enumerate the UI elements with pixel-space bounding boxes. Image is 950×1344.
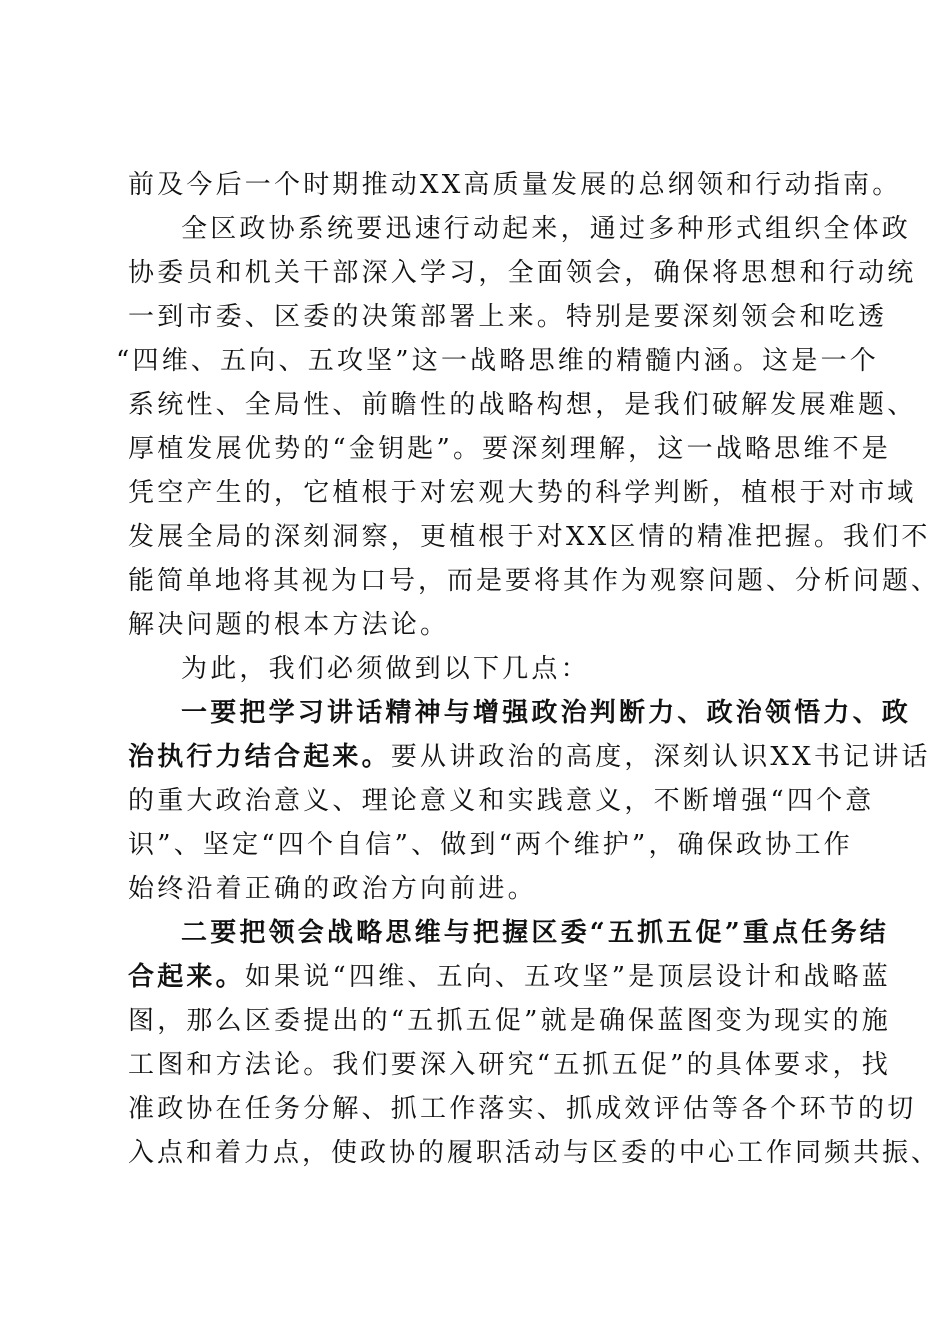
text-line: 工图和方法论。我们要深入研究“五抓五促”的具体要求，找 bbox=[128, 1050, 891, 1080]
text-line: 图，那么区委提出的“五抓五促”就是确保蓝图变为现实的施 bbox=[128, 1006, 891, 1036]
text-line: 前及今后一个时期推动XX高质量发展的总纲领和行动指南。 bbox=[128, 170, 902, 200]
text-line: 协委员和机关干部深入学习，全面领会，确保将思想和行动统 bbox=[128, 258, 917, 288]
text-line: 入点和着力点，使政协的履职活动与区委的中心工作同频共振、 bbox=[128, 1138, 941, 1168]
text-line: 凭空产生的，它植根于对宏观大势的科学判断，植根于对市域 bbox=[128, 478, 917, 508]
bold-heading-line bbox=[181, 916, 889, 950]
text-line: “四维、五向、五攻坚”这一战略思维的精髓内涵。这是一个 bbox=[116, 346, 879, 376]
text-line: 厚植发展优势的“金钥匙”。要深刻理解，这一战略思维不是 bbox=[128, 434, 891, 464]
heading-continuation-line: 治执行力结合起来。要从讲政治的高度，深刻认识XX书记讲话 bbox=[128, 742, 931, 772]
bold-heading: 一要把学习讲话精神与增强政治判断力、政治领悟力、政 bbox=[181, 698, 912, 728]
text-line: 的重大政治意义、理论意义和实践意义，不断增强“四个意 bbox=[128, 786, 875, 816]
text-line: 一到市委、区委的决策部署上来。特别是要深刻领会和吃透 bbox=[128, 302, 888, 332]
text-line: 系统性、全局性、前瞻性的战略构想，是我们破解发展难题、 bbox=[128, 390, 917, 420]
bold-heading-line bbox=[181, 696, 911, 730]
text-line: 识”、坚定“四个自信”、做到“两个维护”，确保政协工作 bbox=[128, 830, 853, 860]
text-line: 能简单地将其视为口号，而是要将其作为观察问题、分析问题、 bbox=[128, 566, 941, 596]
bold-heading: 合起来。 bbox=[128, 962, 245, 992]
paragraph-first-line: 为此，我们必须做到以下几点： bbox=[181, 654, 590, 684]
paragraph-first-line: 全区政协系统要迅速行动起来，通过多种形式组织全体政 bbox=[181, 214, 912, 244]
text-line: 发展全局的深刻洞察，更植根于对XX区情的精准把握。我们不 bbox=[128, 522, 931, 552]
text-line: 解决问题的根本方法论。 bbox=[128, 610, 450, 640]
heading-continuation-line: 合起来。如果说“四维、五向、五攻坚”是顶层设计和战略蓝 bbox=[128, 962, 891, 992]
bold-heading: 二要把领会战略思维与把握区委“五抓五促”重点任务结 bbox=[181, 918, 889, 948]
text-line: 准政协在任务分解、抓工作落实、抓成效评估等各个环节的切 bbox=[128, 1094, 917, 1124]
bold-heading: 治执行力结合起来。 bbox=[128, 742, 391, 772]
text-line: 始终沿着正确的政治方向前进。 bbox=[128, 874, 537, 904]
